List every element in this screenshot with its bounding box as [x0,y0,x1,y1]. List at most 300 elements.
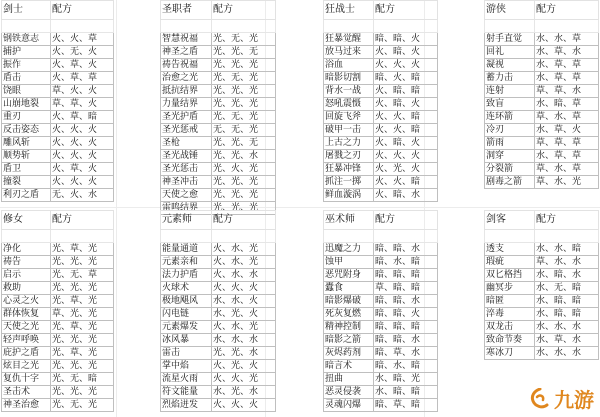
recipe-cell: 暗、暗、水 [374,295,438,308]
table-row [485,85,599,98]
recipe-cell: 水、水、火 [212,295,276,308]
table-header-row [161,1,276,20]
recipe-cell: 水、草、草 [535,72,599,85]
table-row [161,111,276,124]
skill-name-cell: 蓄力击 [485,72,535,85]
skill-name-cell: 剧毒之箭 [485,176,535,189]
table-row [485,176,599,189]
recipe-cell: 水、光、水 [212,386,276,399]
table-row [2,360,114,373]
recipe-cell: 火、水、光 [212,256,276,269]
table-row [324,321,438,334]
recipe-cell: 暗、草、水 [374,347,438,360]
recipe-cell: 火、暗、火 [374,137,438,150]
skill-name-cell: 掌中焰 [161,360,212,373]
skill-name-cell: 烈焰迸发 [161,399,212,412]
recipe-cell: 火、光、火 [374,163,438,176]
skill-name-cell: 抵抗结界 [161,85,212,98]
recipe-cell: 暗、暗、水 [374,243,438,256]
recipe-cell: 火、火、火 [374,150,438,163]
table-row [161,399,276,412]
recipe-cell: 水、水、水 [535,347,599,360]
skill-name-cell: 迅魔之力 [324,243,374,256]
skill-name-cell: 冰风暴 [161,334,212,347]
recipe-cell: 草、水、水 [535,256,599,269]
recipe-cell: 水、水、水 [535,321,599,334]
table-row [324,243,438,256]
table-row [161,334,276,347]
skill-name-cell: 瑕疵 [485,256,535,269]
table-row [161,72,276,85]
skill-name-cell: 能量通道 [161,243,212,256]
recipe-cell: 草、水、草 [535,163,599,176]
recipe-cell: 光、光、光 [212,98,276,111]
class-title: 圣职者 [161,1,212,20]
skill-name-cell: 法力护盾 [161,269,212,282]
skill-name-cell: 神圣之盾 [161,46,212,59]
recipe-cell: 暗、暗、火 [374,308,438,321]
recipe-cell: 火、火、火 [212,399,276,412]
recipe-header: 配方 [374,1,438,20]
table-row [324,295,438,308]
recipe-cell: 火、火、火 [51,137,114,150]
recipe-header: 配方 [535,1,599,20]
recipe-cell: 暗、水、暗 [374,256,438,269]
table-row [161,33,276,46]
table-row [161,243,276,256]
skill-name-cell: 雷鸣结界 [161,202,212,215]
table-row [161,137,276,150]
recipe-cell: 火、火、火 [212,282,276,295]
table-row [2,176,114,189]
recipe-cell: 光、光、无 [212,137,276,150]
class-title: 修女 [2,211,51,230]
recipe-table [1,0,114,202]
table-row [485,98,599,111]
spacer-row [324,230,438,243]
skill-name-cell: 扭曲 [324,373,374,386]
recipe-cell: 暗、水、暗 [374,360,438,373]
table-header-row [324,1,438,20]
table-row [485,256,599,269]
recipe-table [323,0,438,202]
table-row [485,33,599,46]
skill-name-cell: 抓注一掷 [324,176,374,189]
skill-name-cell: 连射 [485,85,535,98]
table-row [324,399,438,412]
recipe-cell: 火、火、火 [51,124,114,137]
recipe-cell: 草、水、草 [535,111,599,124]
table-row [2,59,114,72]
table-row [161,189,276,202]
table-row [2,334,114,347]
spacer-row [324,20,438,33]
skill-name-cell: 双匕格挡 [485,269,535,282]
table-row [2,308,114,321]
skill-name-cell: 死灰复燃 [324,308,374,321]
recipe-cell: 光、光、光 [212,59,276,72]
recipe-table [160,210,276,412]
skill-name-cell: 圣枪 [161,137,212,150]
skill-name-cell: 暗影爆破 [324,295,374,308]
table-row [324,334,438,347]
recipe-cell: 光、草、光 [51,295,114,308]
table-header-row [2,211,114,230]
skill-name-cell: 天使之愈 [161,189,212,202]
recipe-cell: 火、火、暗 [374,111,438,124]
table-row [485,282,599,295]
recipe-cell: 水、草、水 [535,334,599,347]
recipe-cell: 光、光、光 [51,386,114,399]
recipe-cell: 草、草、火 [51,98,114,111]
recipe-cell: 光、光、光 [212,202,276,215]
skill-name-cell: 上古之力 [324,137,374,150]
skill-name-cell: 背水一战 [324,85,374,98]
skill-name-cell: 精神控制 [324,321,374,334]
table-row [161,269,276,282]
skill-name-cell: 元素亲和 [161,256,212,269]
spacer-row [485,20,599,33]
table-row [485,308,599,321]
recipe-cell: 光、无、光 [212,111,276,124]
skill-name-cell: 复仇十字 [2,373,51,386]
skill-name-cell: 心灵之火 [2,295,51,308]
recipe-cell: 火、水、光 [212,321,276,334]
table-row [2,269,114,282]
table-row [485,347,599,360]
skill-name-cell: 浴血 [324,59,374,72]
skill-name-cell: 蠹食 [324,282,374,295]
skill-name-cell: 破甲一击 [324,124,374,137]
table-row [485,72,599,85]
skill-name-cell: 回旋飞斧 [324,111,374,124]
table-row [161,321,276,334]
table-row [2,347,114,360]
spacer-row [485,230,599,243]
table-row [324,85,438,98]
skill-name-cell: 轻声呼唤 [2,334,51,347]
recipe-cell: 火、草、草 [51,72,114,85]
skill-name-cell: 箭雨 [485,137,535,150]
gridline [0,207,600,208]
skill-name-cell: 群体恢复 [2,308,51,321]
skill-name-cell: 圣击术 [2,386,51,399]
recipe-cell: 水、暗、水 [535,269,599,282]
class-title: 剑客 [485,211,535,230]
table-row [324,360,438,373]
table-row [485,334,599,347]
recipe-cell: 光、无、光 [212,72,276,85]
table-row [161,124,276,137]
recipe-cell: 火、无、火 [51,46,114,59]
skill-name-cell: 顺势斩 [2,150,51,163]
skill-name-cell: 放马过来 [324,46,374,59]
recipe-header: 配方 [535,211,599,230]
recipe-cell: 火、草、暗 [51,111,114,124]
skill-name-cell: 启示 [2,269,51,282]
skill-name-cell: 神圣治愈 [2,399,51,412]
table-row [324,137,438,150]
skill-name-cell: 射手直觉 [485,33,535,46]
skill-name-cell: 救助 [2,282,51,295]
table-row [324,150,438,163]
table-row [2,111,114,124]
recipe-cell: 水、草、火 [535,124,599,137]
table-row [2,295,114,308]
skill-name-cell: 火球术 [161,282,212,295]
table-row [485,243,599,256]
recipe-cell: 火、暗、火 [374,46,438,59]
table-row [324,72,438,85]
table-row [161,98,276,111]
skill-name-cell: 圣光惩戒 [161,124,212,137]
skill-name-cell: 暗言术 [324,360,374,373]
table-row [2,98,114,111]
recipe-table [484,0,599,189]
recipe-cell: 火、火、草 [51,33,114,46]
skill-name-cell: 双龙击 [485,321,535,334]
recipe-table [323,210,438,412]
skill-name-cell: 圣光战锤 [161,150,212,163]
table-row [2,150,114,163]
skill-name-cell: 撞裂 [2,176,51,189]
skill-name-cell: 祷告 [2,256,51,269]
table-row [324,282,438,295]
skill-name-cell: 灰烬药剂 [324,347,374,360]
table-header-row [485,1,599,20]
recipe-cell: 光、光、水 [212,150,276,163]
recipe-cell: 光、无、暗 [51,373,114,386]
skill-name-cell: 洞穿 [485,150,535,163]
skill-name-cell: 幽冥步 [485,282,535,295]
recipe-cell: 水、光、火 [212,308,276,321]
recipe-header: 配方 [212,211,276,230]
table-row [161,295,276,308]
table-row [161,347,276,360]
skill-name-cell: 智慧祝福 [161,33,212,46]
table-header-row [161,211,276,230]
table-row [324,373,438,386]
recipe-cell: 水、草、水 [535,46,599,59]
table-row [2,85,114,98]
watermark [529,384,594,413]
table-row [324,111,438,124]
skill-name-cell: 反击姿态 [2,124,51,137]
skill-name-cell: 雕风斩 [2,137,51,150]
skill-name-cell: 狂暴冲锋 [324,163,374,176]
recipe-cell: 草、暗、暗 [374,282,438,295]
table-row [2,72,114,85]
skill-name-cell: 祷告祝福 [161,59,212,72]
table-row [324,308,438,321]
recipe-cell: 无、火、水 [51,189,114,202]
recipe-header: 配方 [374,211,438,230]
skill-name-cell: 冷刃 [485,124,535,137]
skill-name-cell: 钢铁意志 [2,33,51,46]
recipe-cell: 火、草、火 [51,59,114,72]
skill-name-cell: 盾卫 [2,163,51,176]
table-row [485,46,599,59]
table-row [485,111,599,124]
recipe-cell: 光、光、无 [212,46,276,59]
recipe-cell: 水、草、草 [535,59,599,72]
skill-name-cell: 饶眼 [2,85,51,98]
recipe-cell: 光、无、草 [51,269,114,282]
table-row [2,386,114,399]
recipe-cell: 草、草、水 [535,85,599,98]
skill-name-cell: 分裂箭 [485,163,535,176]
skill-name-cell: 闪电链 [161,308,212,321]
table-row [485,150,599,163]
table-row [2,373,114,386]
recipe-cell: 水、无、暗 [535,282,599,295]
skill-name-cell: 雷击 [161,347,212,360]
skill-name-cell: 盾击 [2,72,51,85]
skill-name-cell: 极地飓风 [161,295,212,308]
jiuyou-logo-icon [529,388,551,410]
skill-name-cell: 狂暴觉醒 [324,33,374,46]
table-row [324,33,438,46]
table-row [2,124,114,137]
recipe-cell: 光、光、光 [51,334,114,347]
table-header-row [485,211,599,230]
skill-name-cell: 治愈之光 [161,72,212,85]
skill-name-cell: 透支 [485,243,535,256]
recipe-cell: 水、草、草 [535,150,599,163]
skill-name-cell: 暗影切割 [324,72,374,85]
recipe-cell: 光、无、光 [51,399,114,412]
table-row [161,46,276,59]
table-row [485,124,599,137]
recipe-table [160,0,276,215]
skill-name-cell: 利刃之盾 [2,189,51,202]
recipe-cell: 水、暗、光 [374,373,438,386]
table-row [161,308,276,321]
skill-name-cell: 圣光护盾 [161,111,212,124]
recipe-cell: 火、水、光 [212,243,276,256]
skill-name-cell: 振作 [2,59,51,72]
table-row [485,295,599,308]
skill-name-cell: 天使之光 [2,321,51,334]
class-title: 巫术师 [324,211,374,230]
table-row [485,321,599,334]
table-row [485,137,599,150]
recipe-cell: 水、水、草 [535,33,599,46]
table-row [161,150,276,163]
recipe-cell: 火、草、火 [51,163,114,176]
recipe-cell: 火、火、光 [212,373,276,386]
skill-name-cell: 蚀甲 [324,256,374,269]
table-row [485,59,599,72]
recipe-cell: 光、光、光 [51,256,114,269]
recipe-cell: 火、光、火 [212,360,276,373]
table-row [2,137,114,150]
recipe-cell: 光、光、光 [51,282,114,295]
recipe-header: 配方 [51,211,114,230]
recipe-cell: 火、火、火 [51,150,114,163]
skill-name-cell: 元素爆发 [161,321,212,334]
skill-name-cell: 寒冰刀 [485,347,535,360]
spacer-row [161,230,276,243]
recipe-cell: 光、无、光 [212,33,276,46]
class-title: 游侠 [485,1,535,20]
recipe-cell: 火、火、暗 [374,124,438,137]
gridline [116,0,117,417]
recipe-table [484,210,599,360]
table-row [2,282,114,295]
recipe-cell: 无、无、光 [212,124,276,137]
skill-name-cell: 炫目之光 [2,360,51,373]
recipe-cell: 水、暗、暗 [535,308,599,321]
skill-name-cell: 重刃 [2,111,51,124]
skill-name-cell: 暗匿 [485,295,535,308]
table-row [324,269,438,282]
table-row [2,189,114,202]
recipe-cell: 水、水、水 [212,334,276,347]
skill-name-cell: 神圣冲击 [161,176,212,189]
skill-name-cell: 暗影之箭 [324,334,374,347]
table-row [324,46,438,59]
recipe-cell: 水、水、暗 [535,243,599,256]
table-row [161,59,276,72]
recipe-cell: 暗、暗、暗 [374,321,438,334]
recipe-cell: 火、暗、暗 [374,85,438,98]
recipe-cell: 火、水、水 [212,269,276,282]
table-row [2,163,114,176]
recipe-cell: 光、草、光 [51,347,114,360]
skill-name-cell: 捕护 [2,46,51,59]
recipe-cell: 草、火、火 [51,85,114,98]
spacer-row [161,20,276,33]
table-row [324,347,438,360]
recipe-cell: 暗、草、暗 [374,399,438,412]
table-row [324,98,438,111]
skill-name-cell: 流星火雨 [161,373,212,386]
skill-name-cell: 淬毒 [485,308,535,321]
recipe-cell: 光、光、光 [212,85,276,98]
table-row [2,399,114,412]
recipe-cell: 水、暗、暗 [535,295,599,308]
table-row [2,321,114,334]
skill-name-cell: 鲜血漩涡 [324,189,374,202]
table-row [161,256,276,269]
table-row [324,386,438,399]
table-row [324,124,438,137]
recipe-cell: 暗、暗、暗 [374,269,438,282]
spacer-row [2,20,114,33]
skill-name-cell: 净化 [2,243,51,256]
recipe-table [1,210,114,412]
recipe-cell: 暗、暗、水 [374,334,438,347]
skill-name-cell: 屠戮之刃 [324,150,374,163]
skill-name-cell: 庇护之盾 [2,347,51,360]
skill-name-cell: 致盲 [485,98,535,111]
table-row [324,256,438,269]
skill-name-cell: 圣光惩击 [161,163,212,176]
skill-name-cell: 致命节奏 [485,334,535,347]
recipe-cell: 光、草、光 [51,243,114,256]
table-row [161,176,276,189]
recipe-cell: 草、水、光 [535,176,599,189]
skill-name-cell: 符文能量 [161,386,212,399]
skill-name-cell: 回礼 [485,46,535,59]
skill-name-cell: 怒吼震慑 [324,98,374,111]
skill-name-cell: 恶咒附身 [324,269,374,282]
recipe-cell: 火、火、暗 [374,176,438,189]
recipe-cell: 火、暗、水 [374,189,438,202]
watermark-text: 九游 [554,388,594,412]
recipe-cell: 光、光、光 [212,189,276,202]
